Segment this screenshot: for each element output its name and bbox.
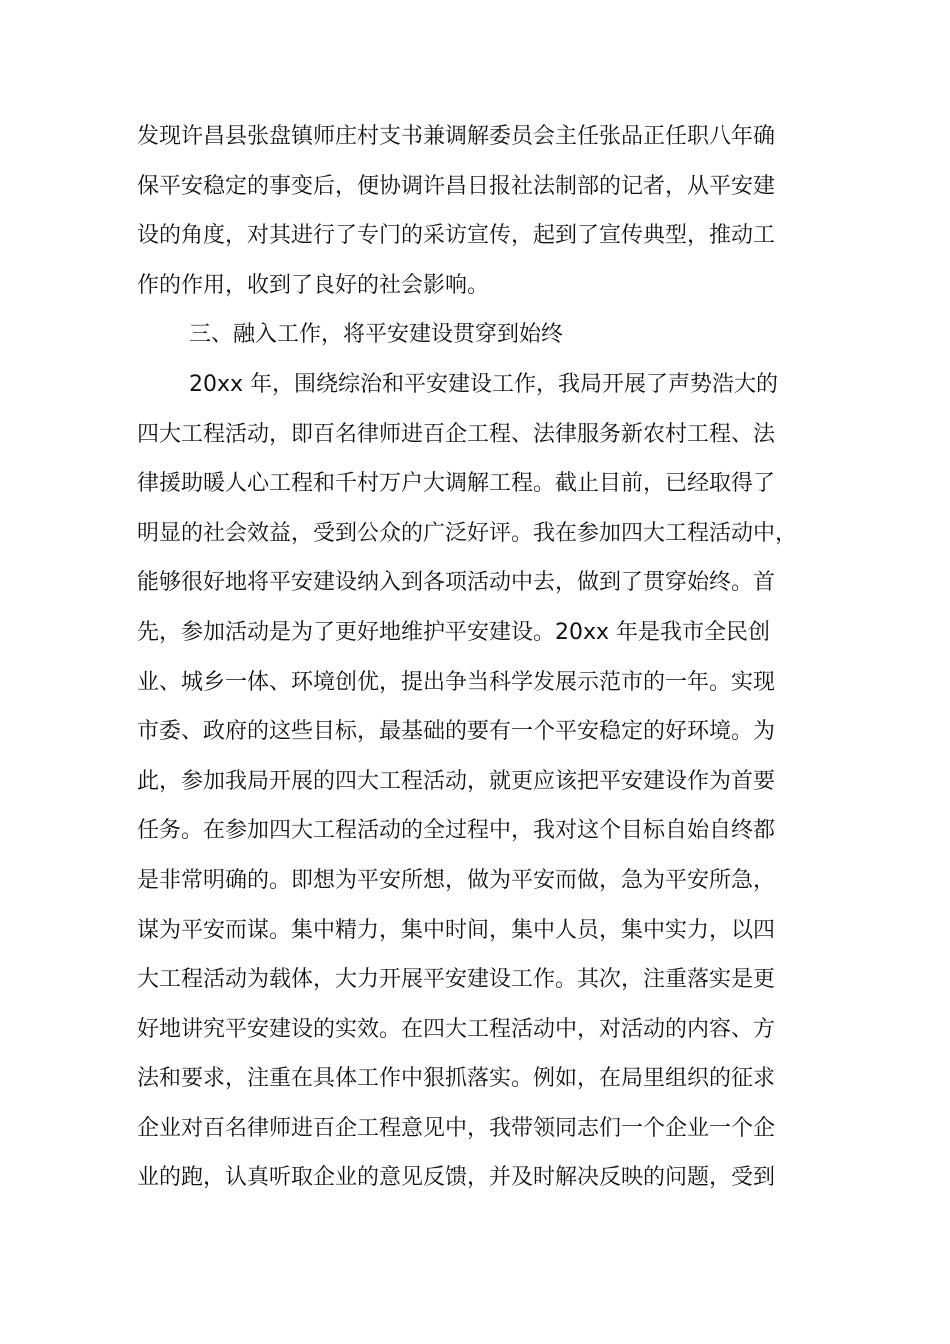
text-line: 市委、政府的这些目标，最基础的要有一个平安稳定的好环境。为 [137,719,776,745]
text-line: 好地讲究平安建设的实效。在四大工程活动中，对活动的内容、方 [137,1016,776,1042]
text-line: 发现许昌县张盘镇师庄村支书兼调解委员会主任张品正任职八年确 [137,124,776,149]
text-line: 是非常明确的。即想为平安所想，做为平安而做，急为平安所急， [137,867,776,893]
text-line: 业的跑，认真听取企业的意见反馈，并及时解决反映的问题，受到 [137,1165,776,1191]
paragraph-start-line: 三、融入工作，将平安建设贯穿到始终 [189,322,564,348]
text-line: 能够很好地将平安建设纳入到各项活动中去，做到了贯穿始终。首 [137,570,776,596]
text-line: 律援助暖人心工程和千村万户大调解工程。截止目前，已经取得了 [137,471,776,497]
text-line: 法和要求，注重在具体工作中狠抓落实。例如，在局里组织的征求 [137,1066,776,1092]
text-line: 企业对百名律师进百企工程意见中，我带领同志们一个企业一个企 [137,1115,776,1141]
text-line: 保平安稳定的事变后，便协调许昌日报社法制部的记者，从平安建 [137,173,776,199]
text-line: 任务。在参加四大工程活动的全过程中，我对这个目标自始自终都 [137,818,776,844]
text-line: 作的作用，收到了良好的社会影响。 [137,272,490,298]
text-line: 此，参加我局开展的四大工程活动，就更应该把平安建设作为首要 [137,768,776,794]
paragraph-start-line: 20xx 年，围绕综治和平安建设工作，我局开展了声势浩大的 [189,371,779,397]
text-line: 设的角度，对其进行了专门的采访宣传，起到了宣传典型，推动工 [137,223,776,249]
text-line: 明显的社会效益，受到公众的广泛好评。我在参加四大工程活动中， [137,520,798,546]
text-line: 大工程活动为载体，大力开展平安建设工作。其次，注重落实是更 [137,967,776,993]
text-line: 谋为平安而谋。集中精力，集中时间，集中人员，集中实力，以四 [137,917,776,943]
body-text [137,112,837,1203]
text-line: 先，参加活动是为了更好地维护平安建设。20xx 年是我市全民创 [137,619,771,645]
text-line: 四大工程活动，即百名律师进百企工程、法律服务新农村工程、法 [137,421,776,447]
text-line: 业、城乡一体、环境创优，提出争当科学发展示范市的一年。实现 [137,669,776,695]
